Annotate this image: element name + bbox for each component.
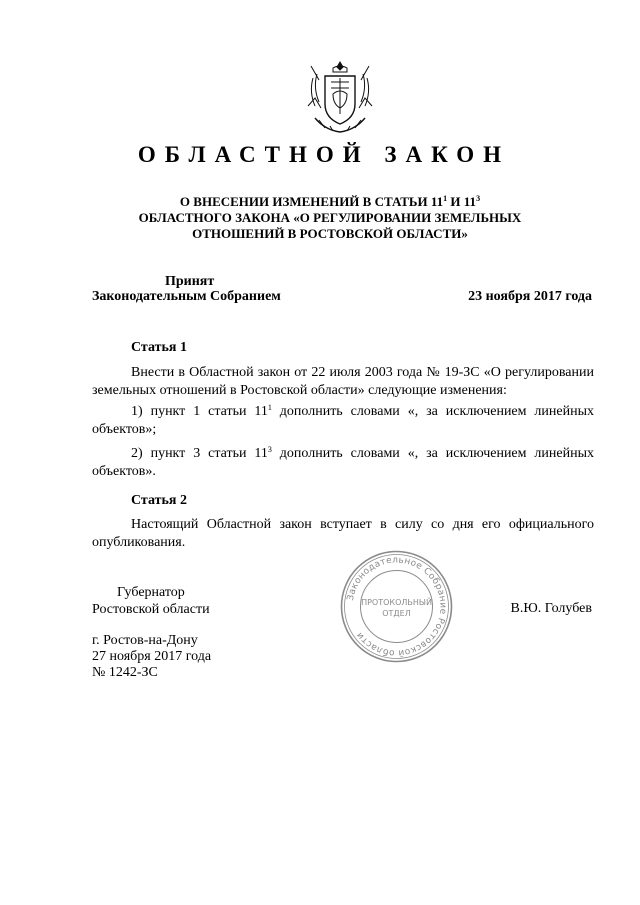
article-2-heading: Статья 2 [131, 493, 187, 508]
svg-text:ОТДЕЛ: ОТДЕЛ [382, 609, 411, 618]
document-subtitle: О ВНЕСЕНИИ ИЗМЕНЕНИЙ В СТАТЬИ $11^1$ И $11^3$ ОБЛАСТНОГО ЗАКОНА «О РЕГУЛИРОВАНИИ ЗЕМЕЛЬНЫХ ОТНОШЕНИЙ В РОСТОВСКОЙ ОБЛАСТИ» [138, 194, 522, 241]
article-1-heading: Статья 1 [131, 340, 187, 355]
signatory-name: В.Ю. Голубев [510, 601, 592, 616]
svg-text:Законодательное Собрание Росто: Законодательное Собрание Ростовской области [345, 555, 448, 658]
article-1-intro: Внести в Областной закон от 22 июля 2003 года № 19-ЗС «О регулировании земельных отношений в Ростовской области» следующие изменения: [92, 365, 594, 398]
signatory-title: Губернатор Ростовской области [92, 585, 210, 617]
law-number: № 1242-ЗС [92, 665, 158, 680]
svg-text:ПРОТОКОЛЬНЫЙ: ПРОТОКОЛЬНЫЙ [361, 598, 432, 607]
coat-of-arms-icon [305, 58, 375, 136]
accepting-body: Законодательным Собранием [92, 289, 281, 304]
article-1-item-1: 1) пункт 1 статьи $11^1$ дополнить словами «, за исключением линейных объектов»; [92, 403, 594, 437]
city: г. Ростов-на-Дону [92, 633, 198, 648]
article-1-item-2: 2) пункт 3 статьи $11^3$ дополнить словами «, за исключением линейных объектов». [92, 445, 594, 479]
accepted-date: 23 ноября 2017 года [468, 289, 592, 304]
accepted-label: Принят [165, 274, 215, 289]
document-title: ОБЛАСТНОЙ ЗАКОН [137, 142, 511, 167]
place-date-number [92, 633, 211, 681]
signing-date: 27 ноября 2017 года [92, 649, 212, 664]
official-stamp [339, 549, 454, 664]
article-2-text: Настоящий Областной закон вступает в силу со дня его официального опубликования. [92, 517, 594, 550]
